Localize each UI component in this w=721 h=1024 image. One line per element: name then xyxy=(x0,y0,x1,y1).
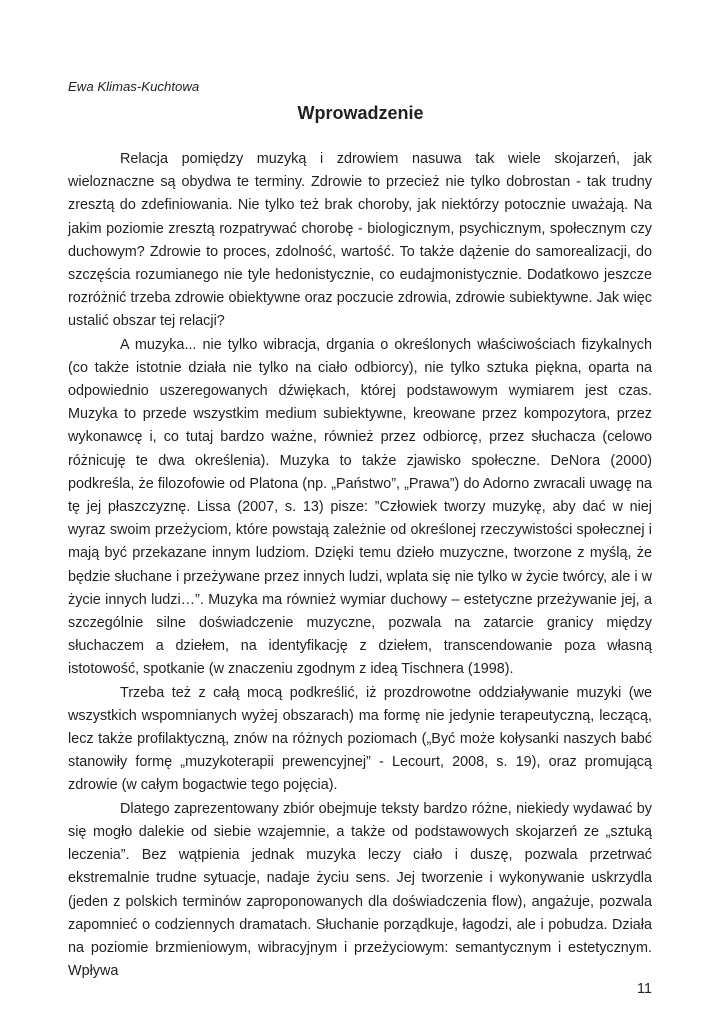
paragraph: A muzyka... nie tylko wibracja, drgania o określonych właściwościach fizykalnych (co także istotnie działa nie tylko na ciało odbiorcy), nie tylko sztuka piękna, oparta na odpowiednio uszeregowanych dźwiękach, której podstawowym wymiarem jest czas. Muzyka to przede wszystkim medium subiektywne, kreowane przez kompozytora, przez wykonawcę i, co tutaj bardzo ważne, również przez odbiorcę, przez słuchacza (celowo różnicuję te dwa określenia). Muzyka to także zjawisko społeczne. DeNora (2000) podkreśla, że filozofowie od Platona (np. „Państwo”, „Prawa”) do Adorno zwracali uwagę na tę jej płaszczyznę. Lissa (2007, s. 13) pisze: ”Człowiek tworzy muzykę, aby dać w niej wyraz swoim przeżyciom, które powstają zależnie od określonej rzeczywistości społecznej i mają być przekazane innym ludziom. Dzięki temu dzieło muzyczne, tworzone z myślą, że będzie słuchane i przeżywane przez innych ludzi, wplata się nie tylko w życie twórcy, ale i w życie innych ludzi…”. Muzyka ma również wymiar duchowy – estetyczne przeżywanie jej, a szczególnie silne doświadczenie muzyczne, pozwala na zatarcie granicy między słuchaczem a dziełem, na identyfikację z dziełem, transcendowanie poza własną istotowość, spotkanie (w znaczeniu zgodnym z ideą Tischnera (1998). xyxy=(68,336,652,678)
author-name: Ewa Klimas-Kuchtowa xyxy=(68,79,200,94)
paragraph: Trzeba też z całą mocą podkreślić, iż prozdrowotne oddziaływanie muzyki (we wszystkich wspomnianych wyżej obszarach) ma formę nie jedynie terapeutyczną, leczącą, lecz także profilaktyczną, znów na różnych poziomach („Być może kołysanki naszych babć stanowiły formę „muzykoterapii prewencyjnej” - Lecourt, 2008, s. 19), oraz promującą zdrowie (w całym bogactwie tego pojęcia). xyxy=(68,684,652,794)
body-text xyxy=(68,148,652,983)
paragraph: Dlatego zaprezentowany zbiór obejmuje teksty bardzo różne, niekiedy wydawać by się mogło dalekie od siebie wzajemnie, a także od podstawowych skojarzeń ze „sztuką leczenia”. Bez wątpienia jednak muzyka leczy ciało i duszę, pozwala przetrwać ekstremalnie trudne sytuacje, nadaje życiu sens. Jej tworzenie i wykonywanie uskrzydla (jeden z polskich terminów zaproponowanych dla doświadczenia flow), angażuje, pozwala zapomnieć o codziennych dramatach. Słuchanie porządkuje, łagodzi, ale i pobudza. Działa na poziomie brzmieniowym, wibracyjnym i przeżyciowym: semantycznym i estetycznym. Wpływa xyxy=(68,800,652,980)
page-title: Wprowadzenie xyxy=(297,103,424,123)
paragraph: Relacja pomiędzy muzyką i zdrowiem nasuwa tak wiele skojarzeń, jak wieloznaczne są obydwa te terminy. Zdrowie to przecież nie tylko dobrostan - tak trudny zresztą do zdefiniowania. Nie tylko też brak choroby, jak niektórzy potocznie uważają. Na jakim poziomie zresztą rozpatrywać chorobę - biologicznym, psychicznym, społecznym czy duchowym? Zdrowie to proces, zdolność, wartość. To także dążenie do samorealizacji, do szczęścia rozumianego nie tyle hedonistycznie, co eudajmonistycznie. Dodatkowo jeszcze rozróżnić trzeba zdrowie obiektywne oraz poczucie zdrowia, zdrowie subiektywne. Jak więc ustalić obszar tej relacji? xyxy=(68,151,652,330)
page-number: 11 xyxy=(637,981,652,997)
